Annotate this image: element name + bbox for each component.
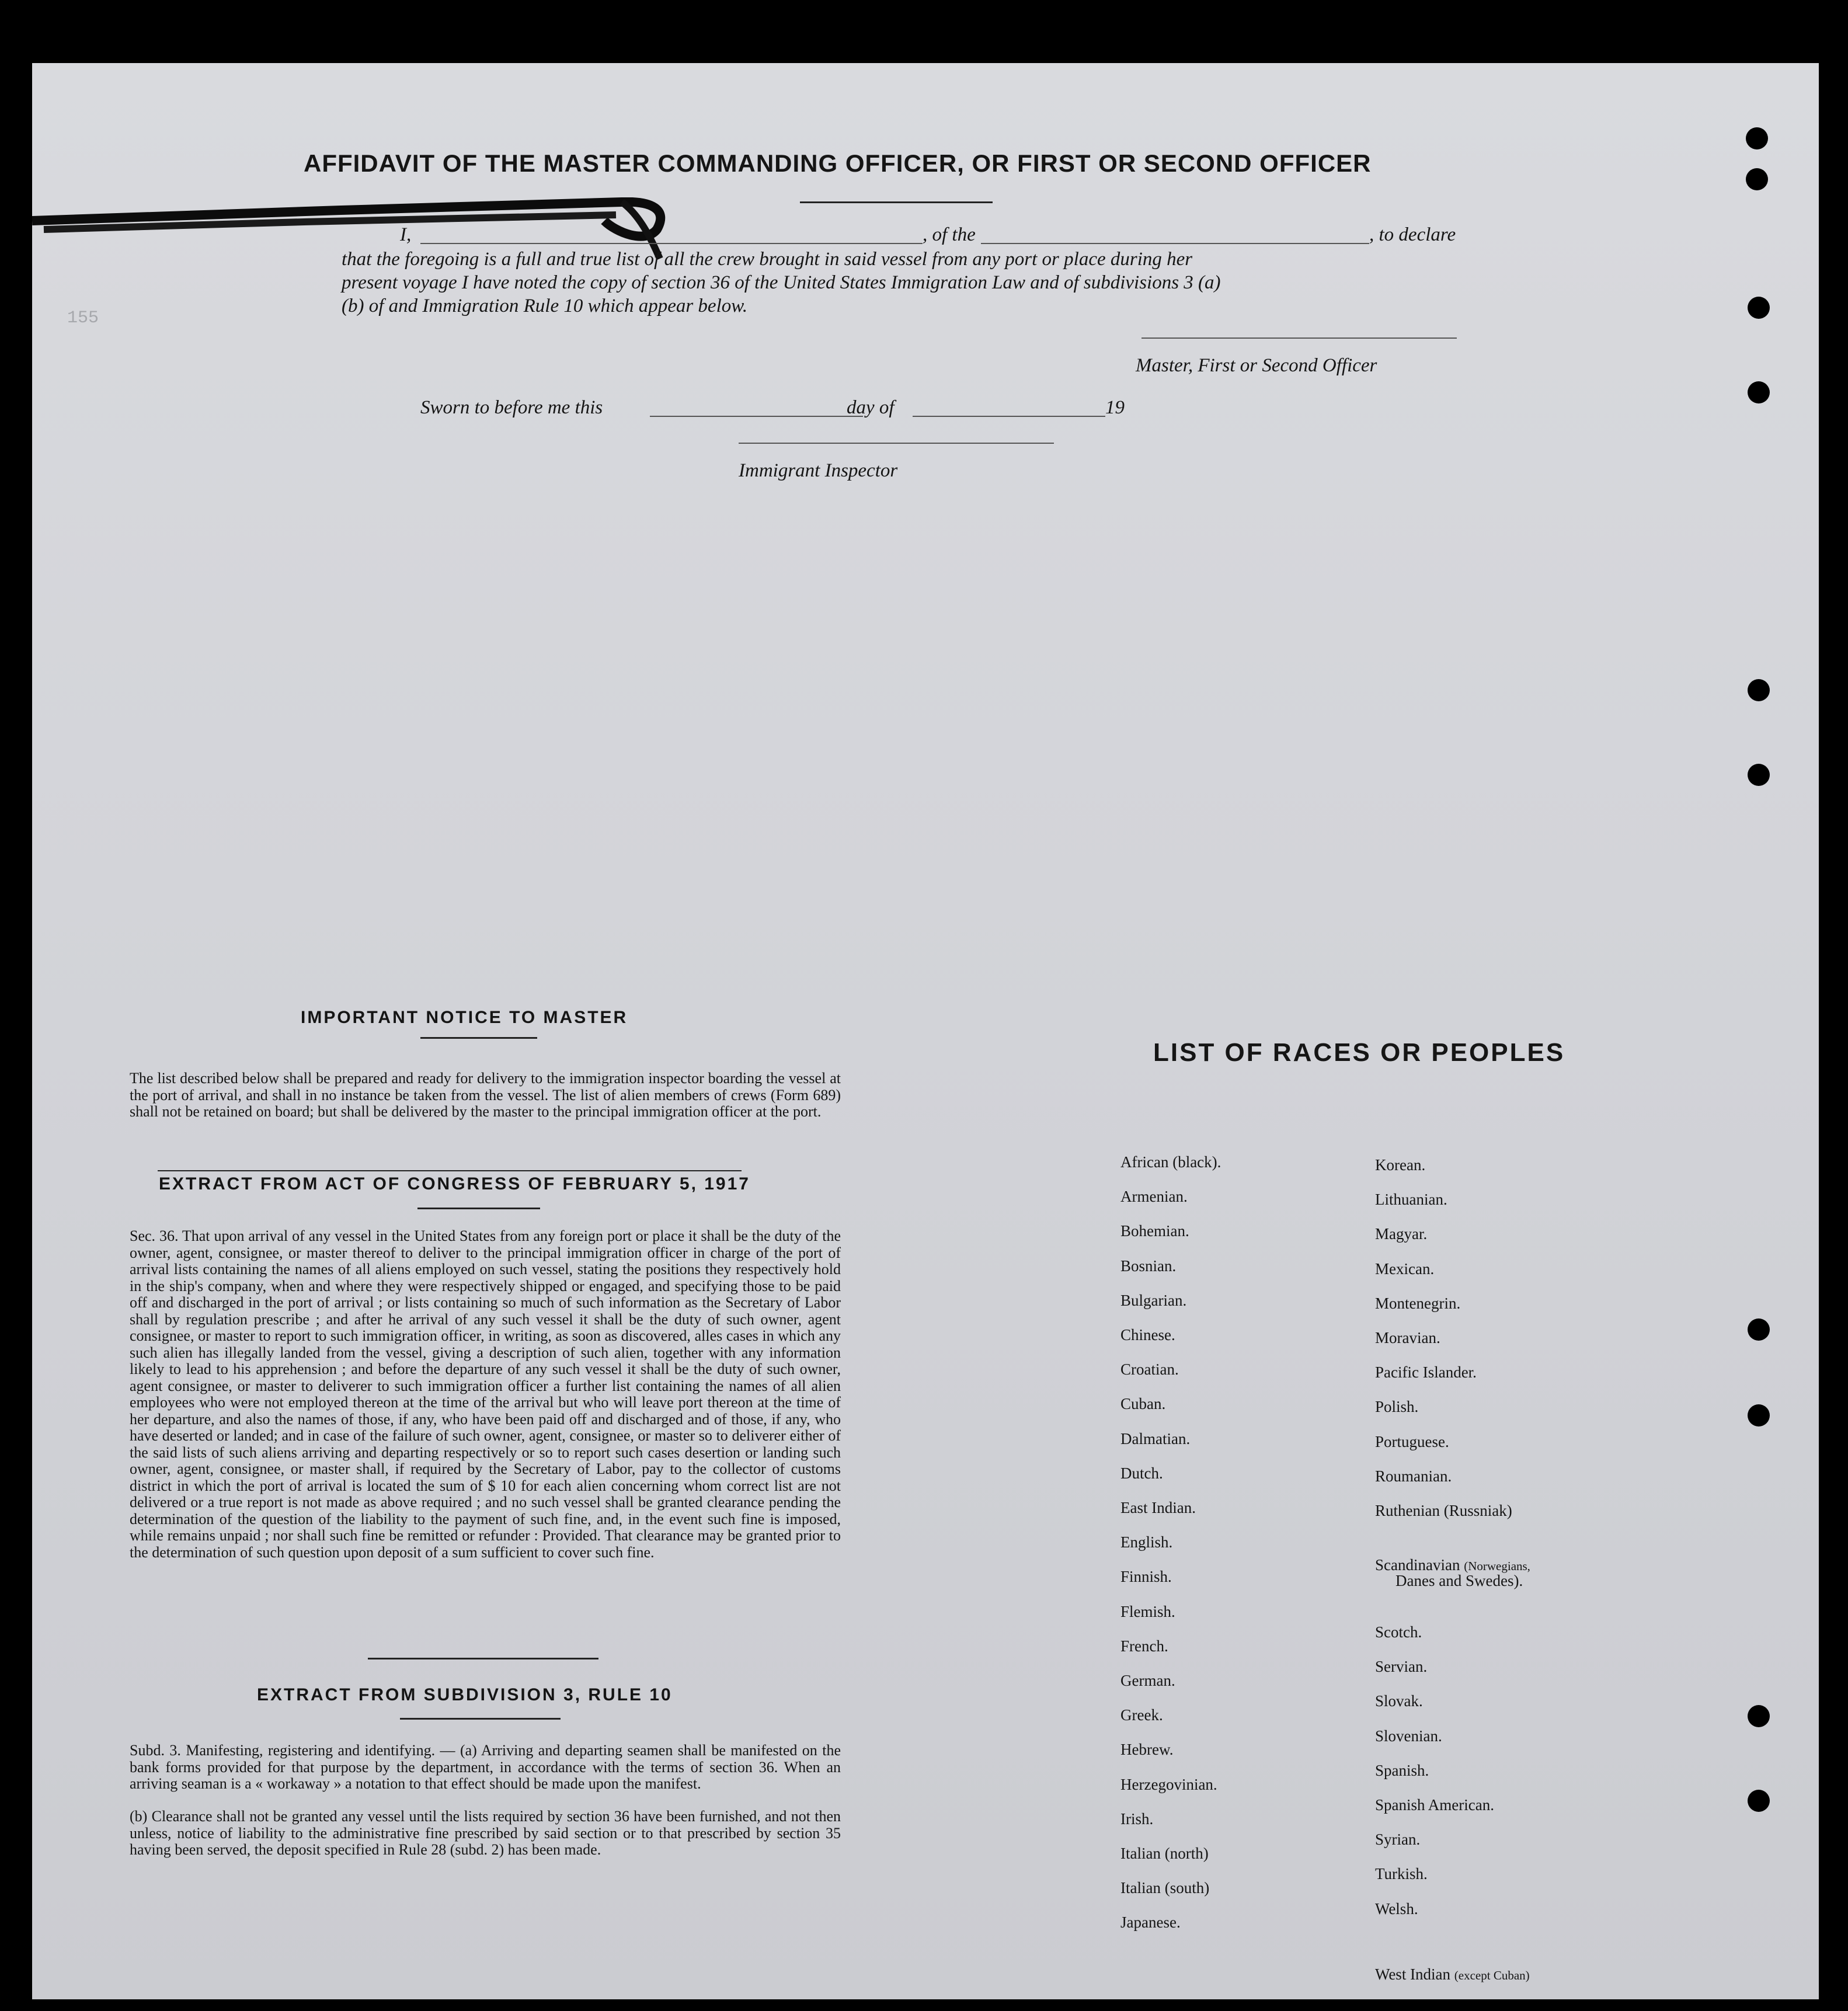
signature-label: Master, First or Second Officer xyxy=(1136,355,1377,376)
punch-hole xyxy=(1746,168,1768,190)
race-item: Hebrew. xyxy=(1120,1741,1174,1759)
document-page xyxy=(32,63,1819,1999)
race-item: Slovenian. xyxy=(1375,1727,1442,1745)
race-item: Chinese. xyxy=(1120,1326,1175,1344)
race-item: Moravian. xyxy=(1375,1329,1440,1347)
race-item: Croatian. xyxy=(1120,1361,1179,1379)
race-item: Flemish. xyxy=(1120,1602,1175,1620)
race-item: Magyar. xyxy=(1375,1225,1428,1243)
rule-text-a: Subd. 3. Manifesting, registering and identifying. — (a) Arriving and departing seamen shall be manifested on the bank forms provided for that purpose by the department, in accordance with the terms of section 36. When an arriving seaman is a « workaway » a notation to that effect should be made upon the manifest. xyxy=(130,1742,841,1792)
act-heading: EXTRACT FROM ACT OF CONGRESS OF FEBRUARY 5, 1917 xyxy=(159,1174,750,1194)
race-item: African (black). xyxy=(1120,1153,1221,1171)
race-item: Korean. xyxy=(1375,1156,1426,1174)
race-item: Dalmatian. xyxy=(1120,1429,1191,1448)
affidavit-line-4: (b) of and Immigration Rule 10 which appear below. xyxy=(342,295,748,316)
signature-line xyxy=(1141,338,1457,339)
race-item: Ruthenian (Russniak) xyxy=(1375,1502,1512,1519)
race-item: Bohemian. xyxy=(1120,1222,1189,1240)
race-item: East Indian. xyxy=(1120,1499,1196,1516)
notice-text: The list described below shall be prepared and ready for delivery to the immigration inspector boarding the vessel at the port of arrival, and shall in no instance be taken from the vessel. The list of alien members of crews (Form 689) shall not be retained on board; but shall be delivered by the master to the principal immigration officer at the port. xyxy=(130,1070,841,1120)
punch-hole xyxy=(1748,297,1770,319)
punch-hole xyxy=(1748,381,1770,403)
race-scandinavian: Scandinavian xyxy=(1375,1556,1460,1574)
race-scandinavian-note: (Norwegians, xyxy=(1464,1559,1530,1573)
name-field-line xyxy=(420,243,923,244)
race-item: Portuguese. xyxy=(1375,1432,1449,1450)
race-item: Bulgarian. xyxy=(1120,1291,1187,1309)
sworn-day-of: day of xyxy=(847,397,895,418)
sworn-month-line xyxy=(913,416,1105,417)
notice-heading: IMPORTANT NOTICE TO MASTER xyxy=(301,1008,628,1027)
race-item: Greek. xyxy=(1120,1706,1163,1724)
race-item: French. xyxy=(1120,1637,1168,1655)
punch-hole xyxy=(1748,1318,1770,1341)
race-item: Japanese. xyxy=(1120,1913,1181,1932)
rule-heading: EXTRACT FROM SUBDIVISION 3, RULE 10 xyxy=(257,1685,673,1704)
race-item xyxy=(1375,1965,1530,1984)
race-item: Pacific Islander. xyxy=(1375,1363,1477,1382)
rule-rule xyxy=(400,1718,561,1720)
act-rule xyxy=(417,1208,540,1209)
race-item: English. xyxy=(1120,1533,1173,1551)
race-item: Mexican. xyxy=(1375,1260,1435,1278)
race-item: Finnish. xyxy=(1120,1568,1172,1586)
page-number: 155 xyxy=(67,308,99,328)
affidavit-to-declare: , to declare xyxy=(1369,224,1456,245)
sworn-day-line xyxy=(650,416,863,417)
inspector-signature-line xyxy=(739,443,1054,444)
notice-rule xyxy=(420,1037,537,1039)
race-item: Scotch. xyxy=(1375,1623,1422,1641)
race-item: Irish. xyxy=(1120,1810,1154,1828)
race-item: Welsh. xyxy=(1375,1899,1418,1918)
title-rule xyxy=(800,201,993,203)
race-item: Polish. xyxy=(1375,1398,1419,1416)
race-scandinavian-line-2: Danes and Swedes). xyxy=(1395,1572,1523,1589)
affidavit-i: I, xyxy=(400,224,412,245)
race-item: Spanish American. xyxy=(1375,1796,1494,1814)
race-item: Bosnian. xyxy=(1120,1257,1177,1275)
rule-text-b: (b) Clearance shall not be granted any vessel until the lists required by section 36 have been furnished, and not then unless, notice of liability to the administrative fine prescribed by said section or to that prescribed by section 35 having been served, the deposit specified in Rule 28 (subd. 2) has been made. xyxy=(130,1808,841,1858)
affidavit-title: AFFIDAVIT OF THE MASTER COMMANDING OFFICER, OR FIRST OR SECOND OFFICER xyxy=(304,149,1372,177)
act-text: Sec. 36. That upon arrival of any vessel in the United States from any foreign port or place it shall be the duty of the owner, agent, consignee, or master thereof to deliver to the principal immigration officer in charge of the port of arrival lists containing the names of all aliens employed on such vessel, stating the positions they respectively hold in the ship's company, when and where they were respectively shipped or engaged, and specifying those to be paid off and discharged in the port of arrival ; or lists containing so much of such information as the Secretary of Labor shall by regulation prescribe ; and after he arrival of any such vessel it shall be the duty of such owner, agent consignee, or master to report to such immigration officer, in writing, as soon as discovered, alles cases in which any such alien has illegally landed from the vessel, giving a description of such alien, together with any information likely to lead to his apprehension ; and before the departure of any such vessel it shall be the duty of such owner, agent consignee, or master to deliverer to such immigration officer a further list containing the names of all alien employees who were not employed thereon at the time of the arrival but who will leave port thereon at the time of her departure, and also the names of those, if any, who have been paid off and discharged and of those, if any, who have deserted or landed; and in case of the failure of such owner, agent, consignee, or master so to deliverer either of the said lists of such aliens arriving and departing respectively or so to report such cases desertion or landing such owner, agent, consignee, or master shall, if required by the Secretary of Labor, pay to the collector of customs district in which the port of arrival is located the sum of $ 10 for each alien concerning whom correct list are not delivered or a true report is not made as above required ; and no such vessel shall be granted clearance pending the determination of the question of the liability to the payment of such fine, and, in the event such fine is imposed, while remains unpaid ; nor shall such fine be remitted or refunder : Provided. That clearance may be granted prior to the determination of such question upon deposit of a sum sufficient to cover such fine. xyxy=(130,1227,841,1561)
race-item: Herzegovinian. xyxy=(1120,1775,1217,1793)
race-item: Servian. xyxy=(1375,1658,1428,1676)
race-item: Turkish. xyxy=(1375,1865,1428,1883)
vessel-field-line xyxy=(981,243,1369,244)
race-item: Spanish. xyxy=(1375,1761,1429,1779)
race-item: Slovak. xyxy=(1375,1692,1423,1710)
punch-hole xyxy=(1748,764,1770,786)
race-item: Armenian. xyxy=(1120,1188,1188,1206)
sworn-text: Sworn to before me this xyxy=(420,397,603,418)
race-item: Lithuanian. xyxy=(1375,1191,1447,1209)
punch-hole xyxy=(1748,1705,1770,1727)
race-west-indian-note: (except Cuban) xyxy=(1454,1968,1530,1982)
punch-hole xyxy=(1748,1404,1770,1427)
race-item: German. xyxy=(1120,1672,1175,1689)
race-west-indian: West Indian xyxy=(1375,1965,1451,1983)
rule-top-rule xyxy=(368,1658,598,1659)
punch-hole xyxy=(1746,127,1768,149)
race-item: Syrian. xyxy=(1375,1831,1421,1849)
race-item: Cuban. xyxy=(1120,1395,1166,1413)
races-heading: LIST OF RACES OR PEOPLES xyxy=(1153,1038,1565,1067)
affidavit-of-the: , of the xyxy=(923,224,976,245)
race-item: Dutch. xyxy=(1120,1464,1163,1482)
inspector-label: Immigrant Inspector xyxy=(739,460,898,481)
affidavit-line-2: that the foregoing is a full and true list of all the crew brought in said vessel from any port or place during her xyxy=(342,249,1193,270)
punch-hole xyxy=(1748,679,1770,701)
act-top-rule xyxy=(158,1170,742,1171)
race-item: Italian (south) xyxy=(1120,1879,1210,1897)
race-item: Roumanian. xyxy=(1375,1467,1452,1485)
sworn-year: 19 xyxy=(1105,397,1125,418)
race-item: Montenegrin. xyxy=(1375,1294,1461,1312)
punch-hole xyxy=(1748,1790,1770,1812)
affidavit-line-3: present voyage I have noted the copy of section 36 of the United States Immigration Law and of subdivisions 3 (a) xyxy=(342,272,1221,293)
race-item: Italian (north) xyxy=(1120,1845,1209,1862)
